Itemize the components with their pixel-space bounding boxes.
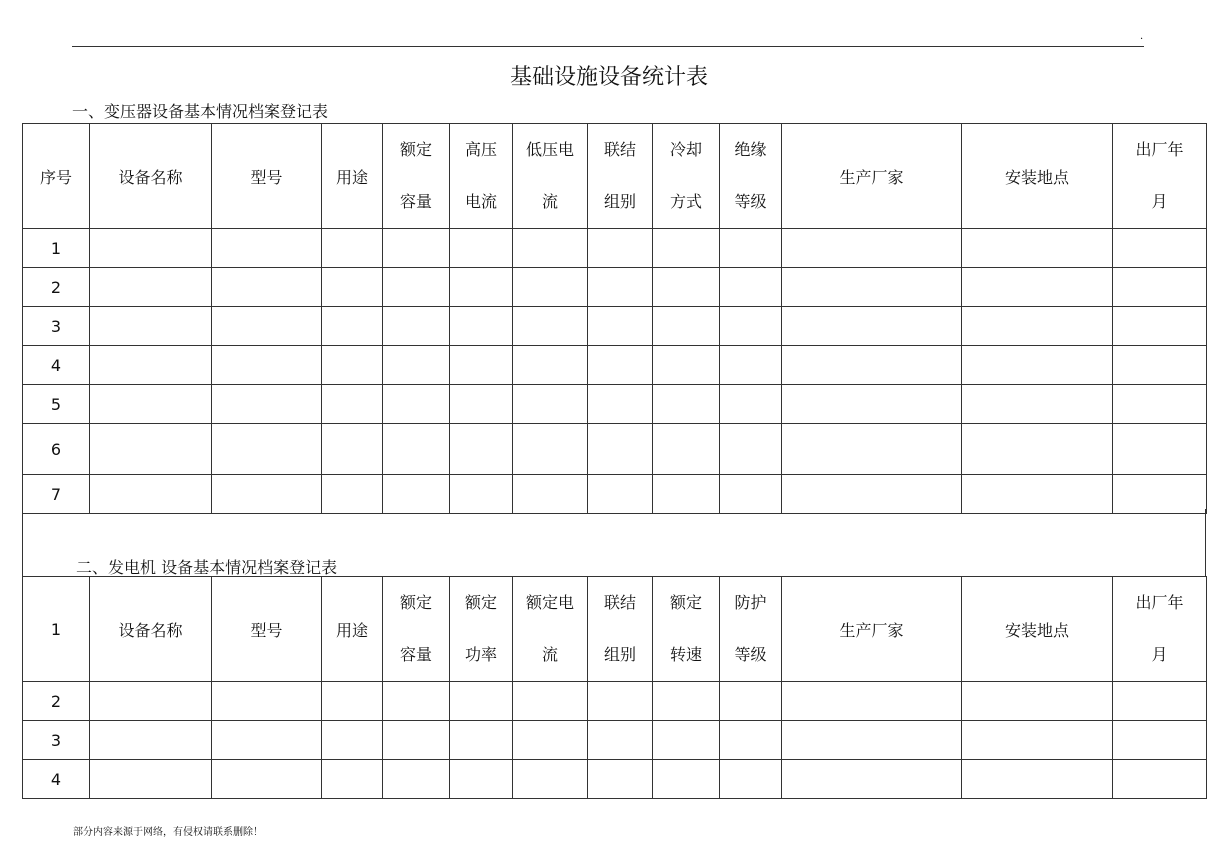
header-cell — [653, 577, 720, 682]
table-cell — [383, 385, 450, 424]
table-cell — [450, 424, 513, 475]
header-rule — [72, 46, 1144, 47]
table-cell — [720, 721, 782, 760]
table-cell — [450, 229, 513, 268]
table-row — [23, 424, 1207, 475]
header-cell — [962, 124, 1113, 229]
table-cell — [720, 682, 782, 721]
table-cell — [322, 268, 383, 307]
table-cell — [588, 760, 653, 799]
table-cell — [653, 721, 720, 760]
table-cell — [383, 682, 450, 721]
header-cell — [383, 124, 450, 229]
row-number: 5 — [23, 385, 90, 424]
header-text: 容量 — [399, 645, 432, 664]
table-cell — [782, 346, 962, 385]
table-cell — [322, 424, 383, 475]
header-text: 月 — [1151, 192, 1168, 211]
table-cell — [383, 268, 450, 307]
table-cell — [513, 229, 588, 268]
header-text: 生产厂家 — [839, 620, 904, 640]
table-cell — [450, 307, 513, 346]
table-cell — [322, 760, 383, 799]
table-cell — [322, 229, 383, 268]
table-cell — [383, 307, 450, 346]
table-cell — [782, 229, 962, 268]
table-cell — [653, 268, 720, 307]
header-text: 额定 — [669, 593, 702, 612]
header-cell — [782, 124, 962, 229]
table-cell — [212, 307, 322, 346]
header-text: 低压电 — [525, 140, 574, 159]
table-cell — [212, 346, 322, 385]
row-number: 3 — [23, 307, 90, 346]
table-cell — [513, 475, 588, 514]
header-cell — [90, 577, 212, 682]
table-cell — [588, 385, 653, 424]
row-number: 1 — [23, 229, 90, 268]
header-text: 等级 — [734, 192, 767, 211]
header-text: 额定电 — [525, 593, 574, 612]
header-text: 电流 — [464, 192, 497, 211]
header-cell — [450, 577, 513, 682]
transformer-table — [22, 123, 1207, 514]
header-text: 转速 — [669, 645, 702, 664]
table-cell — [653, 229, 720, 268]
table-cell — [653, 424, 720, 475]
table-cell — [450, 721, 513, 760]
header-text: 设备名称 — [118, 620, 183, 640]
table-cell — [962, 385, 1113, 424]
table-cell — [962, 760, 1113, 799]
header-cell — [212, 577, 322, 682]
row-number: 4 — [23, 346, 90, 385]
table-cell — [212, 682, 322, 721]
table-cell — [212, 475, 322, 514]
header-text: 防护 — [734, 593, 767, 612]
header-text: 绝缘 — [734, 140, 767, 159]
table-cell — [383, 229, 450, 268]
table-cell — [653, 475, 720, 514]
header-text: 等级 — [734, 645, 767, 664]
table-cell — [212, 229, 322, 268]
corner-mark: · — [1140, 34, 1144, 45]
header-row — [23, 577, 1207, 682]
table-cell — [513, 346, 588, 385]
header-text: 型号 — [250, 167, 283, 187]
header-cell — [383, 577, 450, 682]
table-cell — [720, 424, 782, 475]
header-cell — [322, 124, 383, 229]
table-cell — [588, 475, 653, 514]
table-cell — [513, 424, 588, 475]
table-cell — [588, 682, 653, 721]
table-row — [23, 268, 1207, 307]
header-text: 用途 — [335, 620, 368, 640]
header-cell — [1113, 577, 1207, 682]
table-cell — [588, 721, 653, 760]
header-cell — [23, 577, 90, 682]
table-cell — [782, 424, 962, 475]
header-row — [23, 124, 1207, 229]
table-cell — [212, 268, 322, 307]
table-row — [23, 760, 1207, 799]
row-number: 3 — [23, 721, 90, 760]
table-cell — [90, 268, 212, 307]
table-cell — [962, 229, 1113, 268]
table-cell — [383, 760, 450, 799]
table-cell — [513, 307, 588, 346]
header-cell — [23, 124, 90, 229]
table-cell — [1113, 346, 1207, 385]
table-cell — [588, 229, 653, 268]
table-cell — [513, 682, 588, 721]
table-cell — [212, 424, 322, 475]
header-text: 月 — [1151, 645, 1168, 664]
table-cell — [322, 307, 383, 346]
table-cell — [90, 307, 212, 346]
table-cell — [1113, 307, 1207, 346]
header-text: 安装地点 — [1004, 167, 1069, 187]
header-text: 高压 — [464, 140, 497, 159]
header-text: 型号 — [250, 620, 283, 640]
header-text: 流 — [541, 645, 558, 664]
header-text: 流 — [541, 192, 558, 211]
row-number: 7 — [23, 475, 90, 514]
table-cell — [513, 721, 588, 760]
header-cell — [962, 577, 1113, 682]
table-cell — [588, 268, 653, 307]
table-cell — [212, 721, 322, 760]
header-cell — [322, 577, 383, 682]
table-cell — [1113, 229, 1207, 268]
table-row — [23, 229, 1207, 268]
header-text: 序号 — [39, 167, 72, 187]
header-text: 联结 — [603, 593, 636, 612]
header-cell — [782, 577, 962, 682]
table-cell — [962, 721, 1113, 760]
header-text: 安装地点 — [1004, 620, 1069, 640]
table-cell — [513, 385, 588, 424]
header-cell — [450, 124, 513, 229]
header-text: 设备名称 — [118, 167, 183, 187]
table-cell — [450, 475, 513, 514]
table-cell — [782, 682, 962, 721]
table-cell — [383, 721, 450, 760]
header-text: 额定 — [464, 593, 497, 612]
table-cell — [962, 268, 1113, 307]
table-cell — [588, 424, 653, 475]
header-cell — [720, 577, 782, 682]
table-cell — [782, 385, 962, 424]
header-cell — [588, 577, 653, 682]
table-row — [23, 682, 1207, 721]
section2-title: 二、发电机 设备基本情况档案登记表 — [76, 558, 338, 577]
table-cell — [90, 475, 212, 514]
header-text: 1 — [50, 619, 62, 639]
table-cell — [782, 721, 962, 760]
footer-note: 部分内容来源于网络，有侵权请联系删除！ — [73, 827, 263, 838]
header-text: 组别 — [603, 192, 636, 211]
table-cell — [383, 475, 450, 514]
table-cell — [782, 475, 962, 514]
table-cell — [90, 721, 212, 760]
table-cell — [782, 760, 962, 799]
table-cell — [322, 682, 383, 721]
table-cell — [450, 760, 513, 799]
table-cell — [212, 385, 322, 424]
table-cell — [720, 268, 782, 307]
table-cell — [962, 424, 1113, 475]
table-cell — [90, 229, 212, 268]
header-text: 用途 — [335, 167, 368, 187]
table-cell — [588, 307, 653, 346]
table-cell — [720, 475, 782, 514]
header-cell — [1113, 124, 1207, 229]
table-cell — [383, 346, 450, 385]
table-row — [23, 307, 1207, 346]
table-cell — [322, 346, 383, 385]
table-cell — [513, 760, 588, 799]
row-number: 2 — [23, 268, 90, 307]
table-cell — [962, 475, 1113, 514]
table-cell — [450, 385, 513, 424]
header-cell — [212, 124, 322, 229]
table-cell — [1113, 760, 1207, 799]
table-cell — [90, 424, 212, 475]
table-cell — [653, 760, 720, 799]
table-cell — [720, 346, 782, 385]
table-cell — [90, 385, 212, 424]
table-cell — [962, 307, 1113, 346]
table-cell — [782, 307, 962, 346]
table-cell — [322, 721, 383, 760]
table-cell — [653, 682, 720, 721]
generator-table — [22, 576, 1207, 799]
row-number: 6 — [23, 424, 90, 475]
header-text: 出厂年 — [1135, 140, 1184, 159]
header-text: 方式 — [669, 192, 702, 211]
table-cell — [322, 475, 383, 514]
table-cell — [450, 682, 513, 721]
table-cell — [1113, 721, 1207, 760]
table-cell — [720, 760, 782, 799]
section1-title: 一、变压器设备基本情况档案登记表 — [72, 102, 329, 121]
header-text: 冷却 — [669, 140, 702, 159]
table-row — [23, 721, 1207, 760]
table-cell — [720, 307, 782, 346]
table-cell — [1113, 475, 1207, 514]
table-row — [23, 385, 1207, 424]
table-cell — [962, 346, 1113, 385]
header-text: 额定 — [399, 593, 432, 612]
table-row — [23, 346, 1207, 385]
table-cell — [782, 268, 962, 307]
table-cell — [653, 346, 720, 385]
table-cell — [1113, 682, 1207, 721]
table-cell — [322, 385, 383, 424]
header-text: 联结 — [603, 140, 636, 159]
row-number: 4 — [23, 760, 90, 799]
page-title: 基础设施设备统计表 — [509, 65, 708, 90]
header-text: 额定 — [399, 140, 432, 159]
table-cell — [212, 760, 322, 799]
table-cell — [653, 307, 720, 346]
header-text: 组别 — [603, 645, 636, 664]
table-cell — [383, 424, 450, 475]
header-text: 容量 — [399, 192, 432, 211]
table-cell — [90, 346, 212, 385]
table-cell — [90, 760, 212, 799]
table-cell — [1113, 424, 1207, 475]
header-cell — [720, 124, 782, 229]
header-text: 生产厂家 — [839, 167, 904, 187]
table-cell — [962, 682, 1113, 721]
table-cell — [90, 682, 212, 721]
table-row — [23, 475, 1207, 514]
header-text: 出厂年 — [1135, 593, 1184, 612]
header-cell — [513, 577, 588, 682]
header-cell — [513, 124, 588, 229]
table-cell — [513, 268, 588, 307]
table-cell — [1113, 268, 1207, 307]
row-number: 2 — [23, 682, 90, 721]
table-cell — [653, 385, 720, 424]
header-cell — [90, 124, 212, 229]
table-cell — [1113, 385, 1207, 424]
table-cell — [588, 346, 653, 385]
table-cell — [450, 346, 513, 385]
table-cell — [720, 229, 782, 268]
header-cell — [588, 124, 653, 229]
header-cell — [653, 124, 720, 229]
table-cell — [720, 385, 782, 424]
header-text: 功率 — [464, 645, 497, 664]
table-cell — [450, 268, 513, 307]
